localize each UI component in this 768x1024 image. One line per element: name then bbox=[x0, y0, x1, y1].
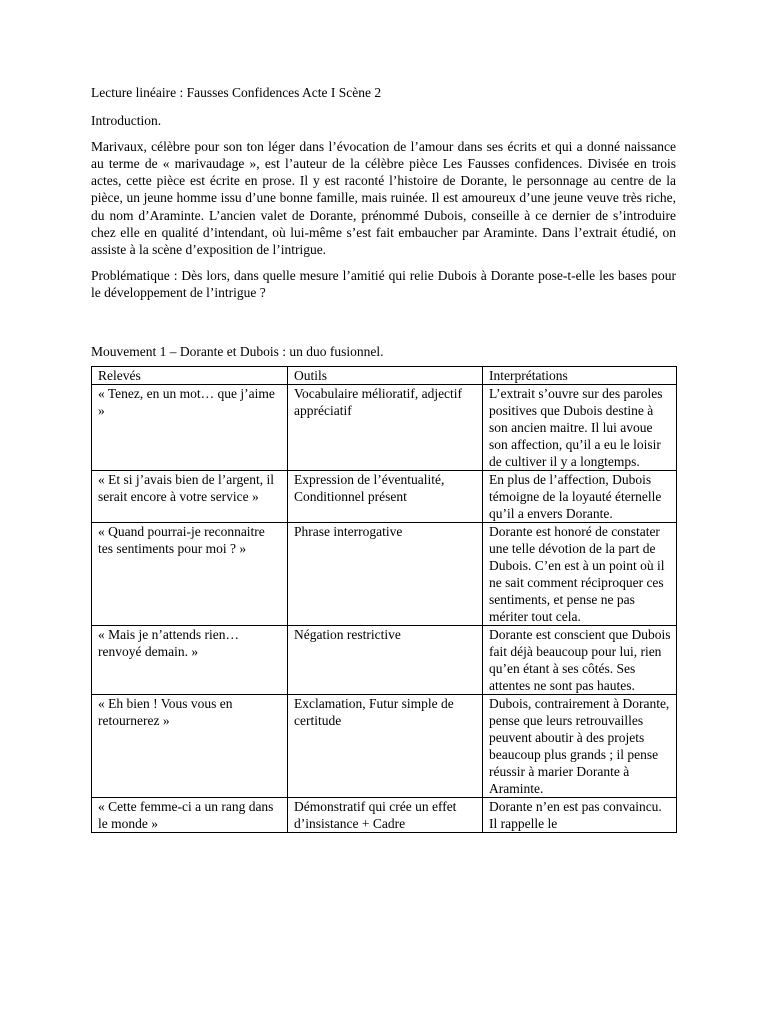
document-page bbox=[91, 84, 676, 833]
intro-heading: Introduction. bbox=[91, 113, 162, 129]
table-row bbox=[92, 625, 677, 694]
table-row bbox=[92, 384, 677, 470]
cell-outil: Expression de l’éventualité, Conditionnel présent bbox=[288, 470, 483, 522]
spacer bbox=[91, 309, 676, 343]
cell-outil: Exclamation, Futur simple de certitude bbox=[288, 694, 483, 797]
cell-releve: « Eh bien ! Vous vous en retournerez » bbox=[92, 694, 288, 797]
cell-interpretation: Dorante est conscient que Dubois fait déjà beaucoup pour lui, rien qu’en étant à ses côtés. Ses attentes ne sont pas hautes. bbox=[483, 625, 677, 694]
table-row bbox=[92, 522, 677, 625]
analysis-table bbox=[91, 366, 677, 833]
cell-interpretation: Dubois, contrairement à Dorante, pense que leurs retrouvailles peuvent aboutir à des projets beaucoup plus grands ; il pense réussir à marier Dorante à Araminte. bbox=[483, 694, 677, 797]
table-row bbox=[92, 797, 677, 832]
header-interpretations: Interprétations bbox=[483, 366, 677, 384]
cell-releve: « Tenez, en un mot… que j’aime » bbox=[92, 384, 288, 470]
intro-paragraph: Marivaux, célèbre pour son ton léger dans l’évocation de l’amour dans ses écrits et qui a donné naissance au terme de « marivaudage », est l’auteur de la célèbre pièce Les Fausses confidences. Divisée en trois actes, cette pièce est écrite en prose. Il y est raconté l’histoire de Dorante, le personnage au centre de la pièce, un jeune homme issu d’une bonne famille, mais ruinée. Il est amoureux d’une jeune veuve très riche, du nom d’Araminte. L’ancien valet de Dorante, prénommé Dubois, conseille à ce dernier de s’introduire chez elle en qualité d’intendant, où lui-même s’est fait embaucher par Araminte. Dans l’extrait étudié, on assiste à la scène d’exposition de l’intrigue. bbox=[91, 138, 676, 258]
cell-outil: Phrase interrogative bbox=[288, 522, 483, 625]
cell-outil: Négation restrictive bbox=[288, 625, 483, 694]
cell-releve: « Et si j’avais bien de l’argent, il serait encore à votre service » bbox=[92, 470, 288, 522]
header-outils: Outils bbox=[288, 366, 483, 384]
cell-interpretation: Dorante est honoré de constater une telle dévotion de la part de Dubois. C’en est à un point où il ne sait comment réciproquer ces sentiments, et pense ne pas mériter tout cela. bbox=[483, 522, 677, 625]
cell-interpretation: L’extrait s’ouvre sur des paroles positives que Dubois destine à son ancien maitre. Il lui avoue son affection, qu’il a eu le loisir de cultiver il y a longtemps. bbox=[483, 384, 677, 470]
cell-interpretation: Dorante n’en est pas convaincu. Il rappelle le bbox=[483, 797, 677, 832]
cell-releve: « Quand pourrai-je reconnaitre tes sentiments pour moi ? » bbox=[92, 522, 288, 625]
table-row bbox=[92, 694, 677, 797]
cell-releve: « Cette femme-ci a un rang dans le monde » bbox=[92, 797, 288, 832]
document-title: Lecture linéaire : Fausses Confidences Acte I Scène 2 bbox=[91, 85, 382, 100]
table-header-row bbox=[92, 366, 677, 384]
cell-releve: « Mais je n’attends rien… renvoyé demain. » bbox=[92, 625, 288, 694]
header-releves: Relevés bbox=[92, 366, 288, 384]
movement-title: Mouvement 1 – Dorante et Dubois : un duo fusionnel. bbox=[91, 344, 384, 360]
problematique-paragraph: Problématique : Dès lors, dans quelle mesure l’amitié qui relie Dubois à Dorante pose-t-elle les bases pour le développement de l’intrigue ? bbox=[91, 267, 676, 300]
table-row bbox=[92, 470, 677, 522]
cell-outil: Démonstratif qui crée un effet d’insistance + Cadre bbox=[288, 797, 483, 832]
cell-interpretation: En plus de l’affection, Dubois témoigne de la loyauté éternelle qu’il a envers Dorante. bbox=[483, 470, 677, 522]
cell-outil: Vocabulaire mélioratif, adjectif appréciatif bbox=[288, 384, 483, 470]
